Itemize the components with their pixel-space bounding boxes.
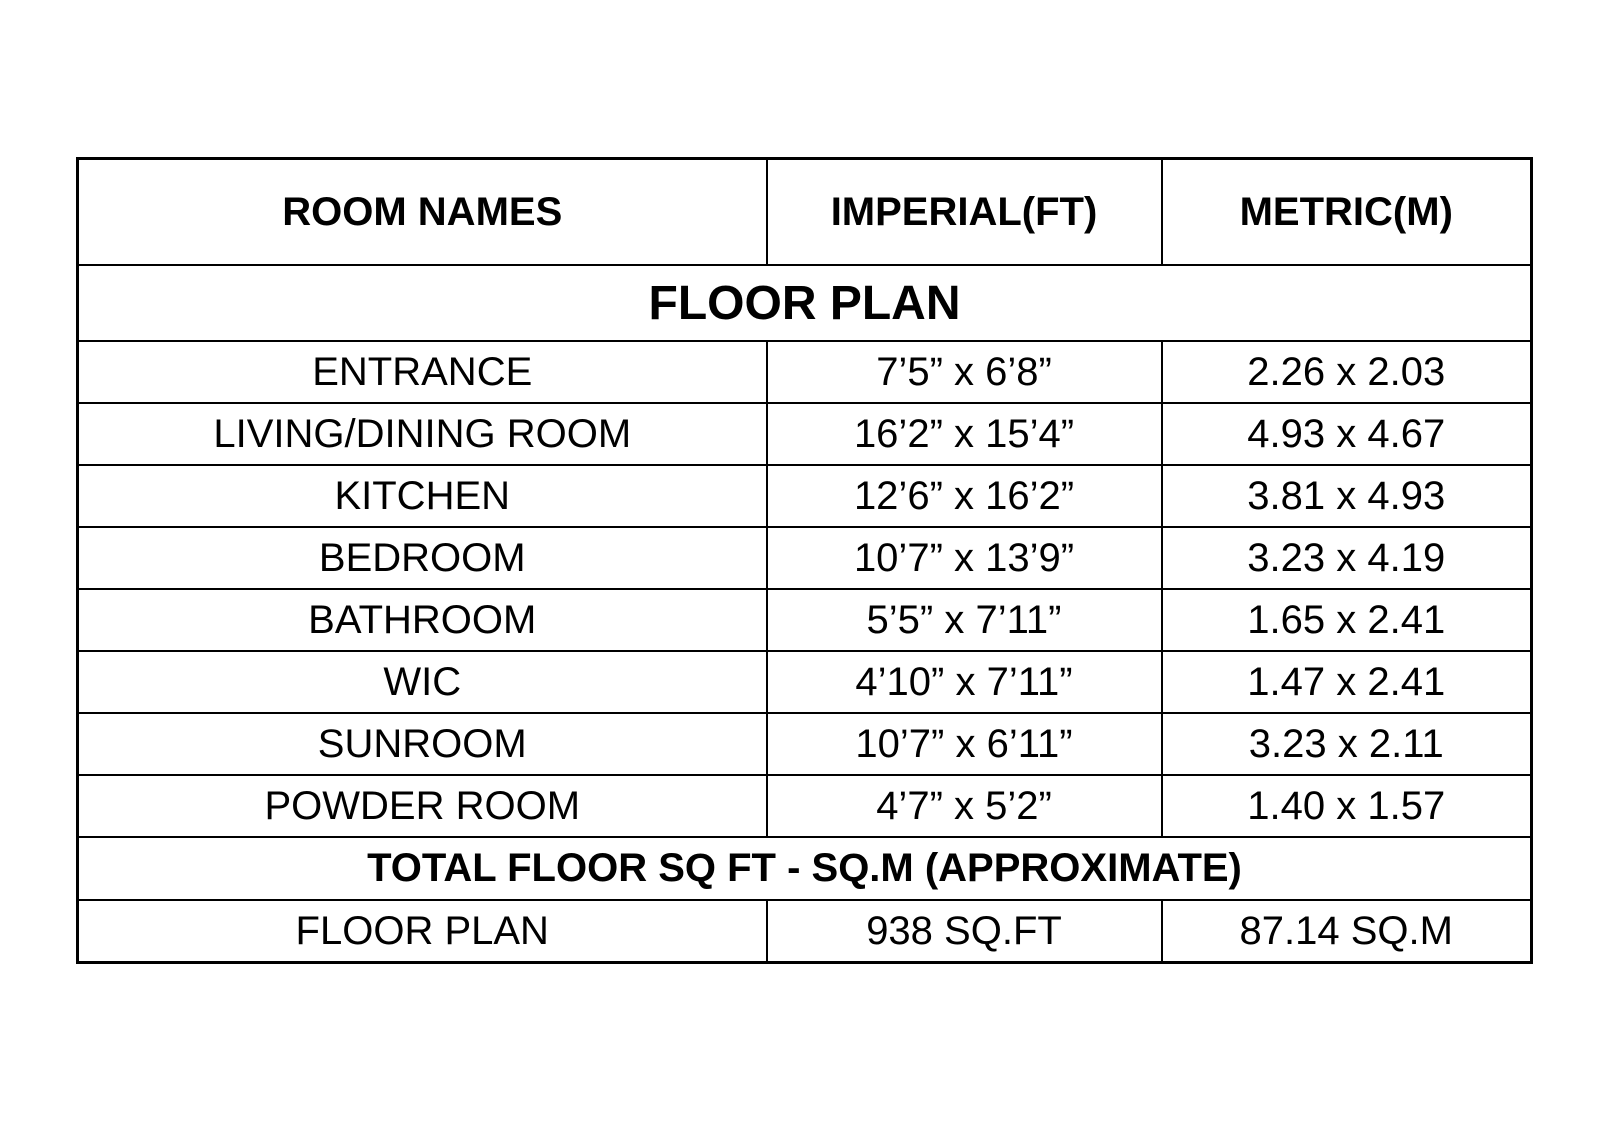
section-title: FLOOR PLAN (78, 265, 1532, 341)
table-row (78, 527, 1532, 589)
section-title-row (78, 265, 1532, 341)
metric-cell: 3.81 x 4.93 (1162, 465, 1532, 527)
imperial-cell: 4’7” x 5’2” (767, 775, 1162, 837)
room-name-cell: POWDER ROOM (78, 775, 767, 837)
table-header-row (78, 159, 1532, 266)
summary-imperial-cell: 938 SQ.FT (767, 900, 1162, 963)
total-title: TOTAL FLOOR SQ FT - SQ.M (APPROXIMATE) (78, 837, 1532, 900)
table-row (78, 403, 1532, 465)
imperial-cell: 5’5” x 7’11” (767, 589, 1162, 651)
room-name-cell: BEDROOM (78, 527, 767, 589)
header-room-names: ROOM NAMES (78, 159, 767, 266)
summary-label-cell: FLOOR PLAN (78, 900, 767, 963)
metric-cell: 2.26 x 2.03 (1162, 341, 1532, 403)
metric-cell: 3.23 x 4.19 (1162, 527, 1532, 589)
metric-cell: 1.47 x 2.41 (1162, 651, 1532, 713)
room-name-cell: SUNROOM (78, 713, 767, 775)
metric-cell: 3.23 x 2.11 (1162, 713, 1532, 775)
imperial-cell: 4’10” x 7’11” (767, 651, 1162, 713)
header-imperial: IMPERIAL(FT) (767, 159, 1162, 266)
metric-cell: 1.40 x 1.57 (1162, 775, 1532, 837)
header-metric: METRIC(M) (1162, 159, 1532, 266)
room-name-cell: KITCHEN (78, 465, 767, 527)
table-row (78, 713, 1532, 775)
room-name-cell: WIC (78, 651, 767, 713)
table-row (78, 775, 1532, 837)
metric-cell: 4.93 x 4.67 (1162, 403, 1532, 465)
imperial-cell: 7’5” x 6’8” (767, 341, 1162, 403)
table-row (78, 589, 1532, 651)
table-row (78, 651, 1532, 713)
room-name-cell: BATHROOM (78, 589, 767, 651)
total-title-row (78, 837, 1532, 900)
summary-row (78, 900, 1532, 963)
imperial-cell: 12’6” x 16’2” (767, 465, 1162, 527)
imperial-cell: 16’2” x 15’4” (767, 403, 1162, 465)
metric-cell: 1.65 x 2.41 (1162, 589, 1532, 651)
table-row (78, 341, 1532, 403)
room-dimensions-table (76, 157, 1533, 964)
imperial-cell: 10’7” x 6’11” (767, 713, 1162, 775)
imperial-cell: 10’7” x 13’9” (767, 527, 1162, 589)
room-name-cell: ENTRANCE (78, 341, 767, 403)
summary-metric-cell: 87.14 SQ.M (1162, 900, 1532, 963)
room-name-cell: LIVING/DINING ROOM (78, 403, 767, 465)
table-row (78, 465, 1532, 527)
